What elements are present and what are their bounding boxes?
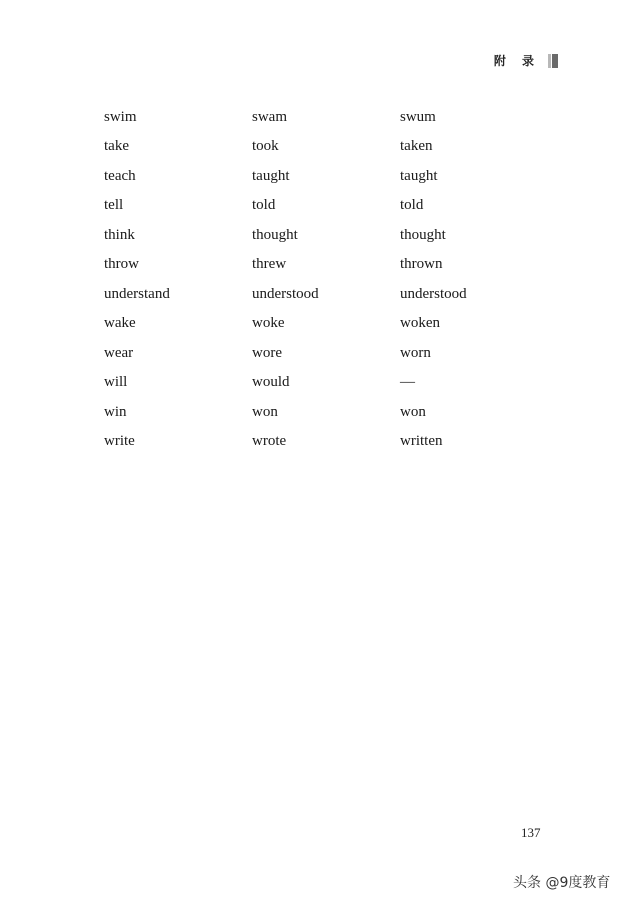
- verb-past-participle: thought: [400, 226, 446, 243]
- verb-base-form: throw: [104, 256, 139, 273]
- watermark: 头条 @9度教育: [513, 875, 611, 891]
- verb-base-form: think: [104, 226, 135, 243]
- verb-base-form: wear: [104, 344, 134, 361]
- verb-past-tense: woke: [252, 315, 285, 332]
- verb-base-form: take: [104, 138, 129, 155]
- table-row: [104, 132, 548, 162]
- header-marker-dark-bar: [552, 54, 558, 68]
- table-row: [104, 279, 548, 309]
- verb-past-participle: woken: [400, 315, 440, 332]
- verb-past-tense: thought: [252, 226, 298, 243]
- header-marker-icon: [548, 54, 558, 68]
- verb-base-form: understand: [104, 285, 170, 302]
- verb-past-participle: worn: [400, 344, 431, 361]
- verb-base-form: win: [104, 403, 127, 420]
- verb-past-participle: swum: [400, 108, 436, 125]
- header-title: 附 录: [493, 54, 540, 68]
- table-row: [104, 161, 548, 191]
- irregular-verb-table: [104, 102, 548, 456]
- verb-past-tense: told: [252, 197, 276, 214]
- verb-past-participle: thrown: [400, 256, 443, 273]
- table-row: [104, 427, 548, 457]
- verb-past-tense: wrote: [252, 433, 287, 450]
- verb-past-tense: swam: [252, 108, 287, 125]
- verb-past-tense: would: [252, 374, 290, 391]
- verb-base-form: wake: [104, 315, 136, 332]
- header-marker-light-bar: [548, 54, 551, 68]
- verb-base-form: teach: [104, 167, 136, 184]
- verb-past-participle: understood: [400, 285, 467, 302]
- table-row: [104, 220, 548, 250]
- table-row: [104, 309, 548, 339]
- verb-past-participle: taught: [400, 167, 438, 184]
- verb-past-participle: won: [400, 403, 426, 420]
- table-row: [104, 250, 548, 280]
- page-number: 137: [521, 825, 541, 840]
- running-header: [494, 52, 558, 69]
- verb-base-form: write: [104, 433, 135, 450]
- verb-past-participle: told: [400, 197, 424, 214]
- table-row: [104, 102, 548, 132]
- verb-past-tense: threw: [252, 256, 287, 273]
- table-row: [104, 397, 548, 427]
- verb-past-tense: wore: [252, 344, 282, 361]
- verb-past-participle: written: [400, 433, 443, 450]
- verb-past-participle: —: [400, 374, 415, 391]
- table-row: [104, 338, 548, 368]
- verb-base-form: will: [104, 374, 128, 391]
- table-row: [104, 368, 548, 398]
- table-row: [104, 191, 548, 221]
- verb-past-tense: took: [252, 138, 279, 155]
- verb-base-form: swim: [104, 108, 137, 125]
- verb-past-participle: taken: [400, 138, 433, 155]
- verb-past-tense: won: [252, 403, 278, 420]
- verb-past-tense: taught: [252, 167, 290, 184]
- verb-base-form: tell: [104, 197, 124, 214]
- verb-past-tense: understood: [252, 285, 319, 302]
